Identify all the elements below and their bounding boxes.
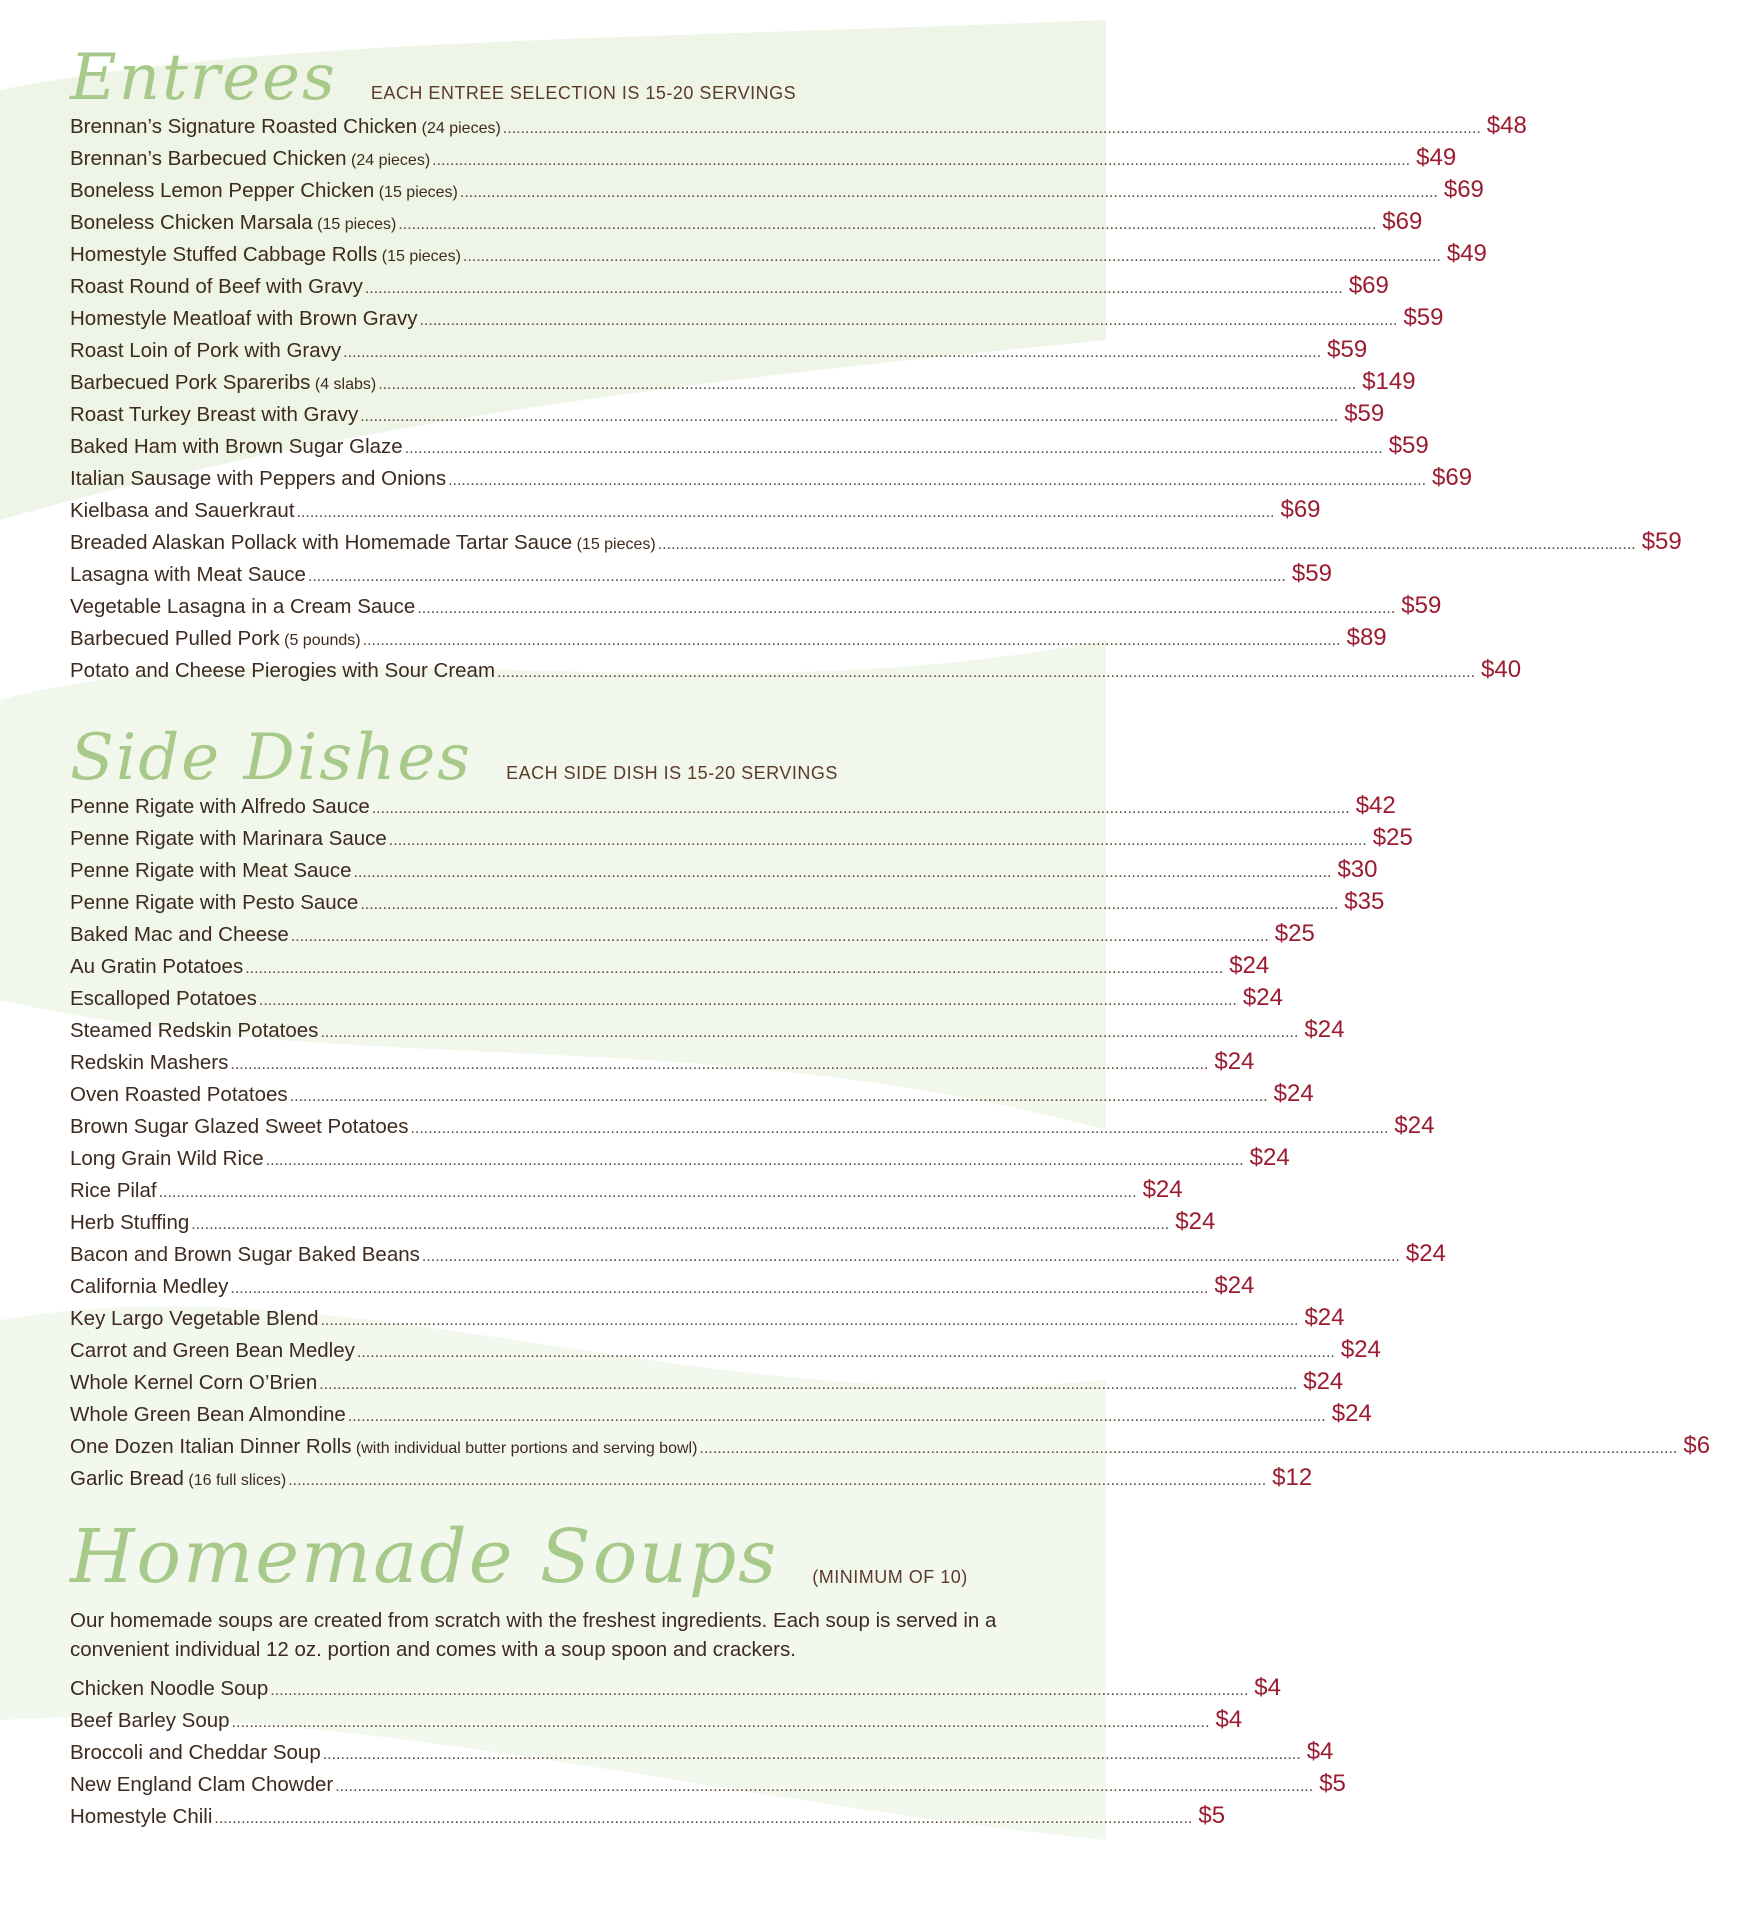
- entrees-list: [70, 112, 1682, 688]
- dot-leader: ............................................................................................................................................................................................................................: [398, 216, 1377, 233]
- item-quantity: (24 pieces): [417, 120, 501, 137]
- item-price: $59: [1344, 400, 1385, 427]
- dot-leader: ............................................................................................................................................................................................................................: [230, 1280, 1209, 1297]
- entrees-note: EACH ENTREE SELECTION IS 15-20 SERVINGS: [370, 83, 797, 103]
- menu-item: [70, 1802, 1226, 1834]
- item-name: Garlic Bread: [70, 1467, 184, 1490]
- menu-item: [70, 1048, 1255, 1080]
- item-price: $12: [1272, 1464, 1313, 1491]
- item-name: One Dozen Italian Dinner Rolls: [70, 1435, 352, 1458]
- item-price: $5: [1198, 1802, 1226, 1829]
- item-price: $35: [1344, 888, 1385, 915]
- item-name: Boneless Chicken Marsala: [70, 211, 313, 234]
- item-name: Penne Rigate with Marinara Sauce: [70, 827, 387, 850]
- item-price: $40: [1481, 656, 1522, 683]
- side-dishes-list: [70, 792, 1711, 1496]
- dot-leader: ............................................................................................................................................................................................................................: [419, 312, 1398, 329]
- menu-item: [70, 1304, 1345, 1336]
- item-name: Roast Turkey Breast with Gravy: [70, 403, 359, 426]
- item-name: California Medley: [70, 1275, 229, 1298]
- dot-leader: ............................................................................................................................................................................................................................: [364, 280, 1343, 297]
- menu-item: [70, 560, 1332, 592]
- item-price: $24: [1175, 1208, 1216, 1235]
- dot-leader: ............................................................................................................................................................................................................................: [448, 472, 1427, 489]
- item-quantity: (15 pieces): [374, 184, 458, 201]
- menu-item: [70, 1464, 1313, 1496]
- item-name: Herb Stuffing: [70, 1211, 190, 1234]
- menu-item: [70, 176, 1484, 208]
- item-quantity: (16 full slices): [183, 1472, 287, 1489]
- item-price: $59: [1403, 304, 1444, 331]
- item-price: $69: [1280, 496, 1321, 523]
- menu-item: [70, 856, 1378, 888]
- menu-item: [70, 984, 1283, 1016]
- side-dishes-note: EACH SIDE DISH IS 15-20 SERVINGS: [506, 763, 838, 783]
- item-quantity: (15 pieces): [377, 248, 461, 265]
- menu-item: [70, 400, 1385, 432]
- item-name: Key Largo Vegetable Blend: [70, 1307, 319, 1330]
- item-name: Rice Pilaf: [70, 1179, 157, 1202]
- item-price: $59: [1641, 528, 1682, 555]
- item-name: Long Grain Wild Rice: [70, 1147, 264, 1170]
- dot-leader: ............................................................................................................................................................................................................................: [320, 1024, 1299, 1041]
- dot-leader: ............................................................................................................................................................................................................................: [231, 1714, 1210, 1731]
- menu-item: [70, 368, 1416, 400]
- item-price: $59: [1291, 560, 1332, 587]
- item-name: Baked Ham with Brown Sugar Glaze: [70, 435, 403, 458]
- dot-leader: ............................................................................................................................................................................................................................: [353, 864, 1332, 881]
- menu-item: [70, 1738, 1334, 1770]
- item-price: $49: [1416, 144, 1457, 171]
- item-name: Lasagna with Meat Sauce: [70, 563, 306, 586]
- item-name: Brennan’s Signature Roasted Chicken: [70, 115, 418, 138]
- menu-item: [70, 1272, 1255, 1304]
- item-price: $149: [1362, 368, 1416, 395]
- item-price: $49: [1446, 240, 1487, 267]
- dot-leader: ............................................................................................................................................................................................................................: [657, 536, 1636, 553]
- menu-item: [70, 1770, 1346, 1802]
- item-price: $24: [1273, 1080, 1314, 1107]
- item-quantity: (4 slabs): [310, 376, 377, 393]
- item-name: Beef Barley Soup: [70, 1709, 230, 1732]
- menu-item: [70, 1336, 1381, 1368]
- item-quantity: (15 pieces): [572, 536, 656, 553]
- dot-leader: ............................................................................................................................................................................................................................: [378, 376, 1357, 393]
- item-price: $69: [1382, 208, 1423, 235]
- menu-item: [70, 272, 1389, 304]
- menu-item: [70, 1176, 1183, 1208]
- dot-leader: ............................................................................................................................................................................................................................: [265, 1152, 1244, 1169]
- item-price: $4: [1215, 1706, 1243, 1733]
- item-price: $24: [1214, 1048, 1255, 1075]
- item-name: Oven Roasted Potatoes: [70, 1083, 288, 1106]
- item-name: Bacon and Brown Sugar Baked Beans: [70, 1243, 420, 1266]
- menu-item: [70, 1208, 1216, 1240]
- dot-leader: ............................................................................................................................................................................................................................: [360, 408, 1339, 425]
- item-name: Homestyle Meatloaf with Brown Gravy: [70, 307, 418, 330]
- menu-item: [70, 1240, 1446, 1272]
- item-price: $24: [1405, 1240, 1446, 1267]
- item-name: Penne Rigate with Pesto Sauce: [70, 891, 359, 914]
- item-price: $59: [1401, 592, 1442, 619]
- item-price: $5: [1319, 1770, 1346, 1797]
- menu-item: [70, 624, 1387, 656]
- dot-leader: ............................................................................................................................................................................................................................: [497, 664, 1476, 681]
- item-price: $48: [1486, 112, 1527, 139]
- dot-leader: ............................................................................................................................................................................................................................: [290, 928, 1269, 945]
- menu-item: [70, 432, 1429, 464]
- item-name: Kielbasa and Sauerkraut: [70, 499, 295, 522]
- dot-leader: ............................................................................................................................................................................................................................: [230, 1056, 1209, 1073]
- item-name: Boneless Lemon Pepper Chicken: [70, 179, 375, 202]
- item-price: $4: [1306, 1738, 1334, 1765]
- dot-leader: ............................................................................................................................................................................................................................: [356, 1344, 1335, 1361]
- item-name: Penne Rigate with Meat Sauce: [70, 859, 352, 882]
- menu-item: [70, 1016, 1345, 1048]
- item-price: $24: [1304, 1304, 1345, 1331]
- dot-leader: ............................................................................................................................................................................................................................: [347, 1408, 1326, 1425]
- item-price: $24: [1214, 1272, 1255, 1299]
- item-price: $25: [1372, 824, 1413, 851]
- entrees-header: [70, 30, 1070, 115]
- item-name: Roast Round of Beef with Gravy: [70, 275, 363, 298]
- item-name: Homestyle Stuffed Cabbage Rolls: [70, 243, 378, 266]
- item-name: Brown Sugar Glazed Sweet Potatoes: [70, 1115, 409, 1138]
- menu-item: [70, 336, 1368, 368]
- item-price: $30: [1337, 856, 1378, 883]
- menu-item: [70, 920, 1315, 952]
- soups-header: [70, 1514, 1070, 1600]
- item-name: Potato and Cheese Pierogies with Sour Cream: [70, 659, 496, 682]
- item-name: New England Clam Chowder: [70, 1773, 334, 1796]
- item-name: Homestyle Chili: [70, 1805, 213, 1828]
- item-name: Barbecued Pork Spareribs: [70, 371, 311, 394]
- item-name: Whole Kernel Corn O’Brien: [70, 1371, 318, 1394]
- item-price: $6: [1683, 1432, 1711, 1459]
- dot-leader: ............................................................................................................................................................................................................................: [296, 504, 1275, 521]
- dot-leader: ............................................................................................................................................................................................................................: [270, 1682, 1249, 1699]
- menu-item: [70, 240, 1487, 272]
- dot-leader: ............................................................................................................................................................................................................................: [699, 1440, 1678, 1457]
- item-price: $24: [1229, 952, 1270, 979]
- item-name: Baked Mac and Cheese: [70, 923, 289, 946]
- item-name: Au Gratin Potatoes: [70, 955, 244, 978]
- dot-leader: ............................................................................................................................................................................................................................: [371, 800, 1350, 817]
- dot-leader: ............................................................................................................................................................................................................................: [258, 992, 1237, 1009]
- dot-leader: ............................................................................................................................................................................................................................: [191, 1216, 1170, 1233]
- menu-item: [70, 592, 1442, 624]
- item-name: Italian Sausage with Peppers and Onions: [70, 467, 447, 490]
- item-price: $69: [1432, 464, 1473, 491]
- dot-leader: ............................................................................................................................................................................................................................: [388, 832, 1367, 849]
- entrees-section: [70, 30, 1682, 688]
- item-price: $24: [1331, 1400, 1372, 1427]
- menu-item: [70, 792, 1396, 824]
- item-price: $24: [1242, 984, 1283, 1011]
- item-name: Breaded Alaskan Pollack with Homemade Tartar Sauce: [70, 531, 573, 554]
- menu-item: [70, 496, 1321, 528]
- dot-leader: ............................................................................................................................................................................................................................: [245, 960, 1224, 977]
- dot-leader: ............................................................................................................................................................................................................................: [421, 1248, 1400, 1265]
- dot-leader: ............................................................................................................................................................................................................................: [459, 184, 1438, 201]
- item-name: Carrot and Green Bean Medley: [70, 1339, 355, 1362]
- soups-description: Our homemade soups are created from scratch with the freshest ingredients. Each soup is served in a convenient individual 12 oz. portion and comes with a soup spoon and crackers.: [70, 1609, 997, 1661]
- dot-leader: ............................................................................................................................................................................................................................: [322, 1746, 1301, 1763]
- menu-item: [70, 888, 1385, 920]
- item-name: Brennan’s Barbecued Chicken: [70, 147, 347, 170]
- item-name: Roast Loin of Pork with Gravy: [70, 339, 342, 362]
- item-price: $25: [1274, 920, 1315, 947]
- entrees-title: Entrees: [70, 41, 337, 115]
- dot-leader: ............................................................................................................................................................................................................................: [289, 1088, 1268, 1105]
- item-price: $59: [1388, 432, 1429, 459]
- dot-leader: ............................................................................................................................................................................................................................: [410, 1120, 1389, 1137]
- dot-leader: ............................................................................................................................................................................................................................: [462, 248, 1441, 265]
- menu-item: [70, 1368, 1344, 1400]
- menu-page: [70, 30, 1711, 1834]
- item-price: $59: [1327, 336, 1368, 363]
- menu-item: [70, 144, 1457, 176]
- menu-item: [70, 952, 1270, 984]
- side-dishes-header: [70, 710, 1070, 795]
- item-price: $24: [1249, 1144, 1290, 1171]
- menu-item: [70, 528, 1682, 560]
- item-name: Vegetable Lasagna in a Cream Sauce: [70, 595, 416, 618]
- item-quantity: (5 pounds): [279, 632, 361, 649]
- dot-leader: ............................................................................................................................................................................................................................: [320, 1312, 1299, 1329]
- item-name: Escalloped Potatoes: [70, 987, 257, 1010]
- menu-item: [70, 1432, 1711, 1464]
- dot-leader: ............................................................................................................................................................................................................................: [404, 440, 1383, 457]
- dot-leader: ............................................................................................................................................................................................................................: [502, 120, 1481, 137]
- dot-leader: ............................................................................................................................................................................................................................: [360, 896, 1339, 913]
- item-name: Steamed Redskin Potatoes: [70, 1019, 319, 1042]
- item-price: $42: [1355, 792, 1396, 819]
- menu-item: [70, 464, 1473, 496]
- item-price: $24: [1394, 1112, 1435, 1139]
- item-price: $4: [1254, 1674, 1281, 1701]
- menu-item: [70, 1400, 1372, 1432]
- item-price: $69: [1348, 272, 1389, 299]
- item-price: $24: [1142, 1176, 1183, 1203]
- item-name: Chicken Noodle Soup: [70, 1677, 269, 1700]
- menu-item: [70, 304, 1444, 336]
- menu-item: [70, 112, 1527, 144]
- side-dishes-section: [70, 710, 1711, 1496]
- item-name: Barbecued Pulled Pork: [70, 627, 280, 650]
- item-price: $24: [1304, 1016, 1345, 1043]
- menu-item: [70, 824, 1413, 856]
- menu-item: [70, 656, 1522, 688]
- soups-list: [70, 1674, 1346, 1834]
- dot-leader: ............................................................................................................................................................................................................................: [214, 1810, 1193, 1827]
- dot-leader: ............................................................................................................................................................................................................................: [288, 1472, 1267, 1489]
- dot-leader: ............................................................................................................................................................................................................................: [343, 344, 1322, 361]
- item-price: $24: [1340, 1336, 1381, 1363]
- soups-section: [70, 1514, 1346, 1834]
- item-quantity: (with individual butter portions and serving bowl): [351, 1440, 698, 1457]
- soups-note: (MINIMUM OF 10): [812, 1567, 968, 1587]
- dot-leader: ............................................................................................................................................................................................................................: [307, 568, 1286, 585]
- menu-item: [70, 1080, 1314, 1112]
- item-price: $69: [1443, 176, 1484, 203]
- item-name: Redskin Mashers: [70, 1051, 229, 1074]
- dot-leader: ............................................................................................................................................................................................................................: [158, 1184, 1137, 1201]
- side-dishes-title: Side Dishes: [70, 721, 473, 795]
- item-quantity: (15 pieces): [312, 216, 397, 233]
- dot-leader: ............................................................................................................................................................................................................................: [335, 1778, 1314, 1795]
- item-name: Whole Green Bean Almondine: [70, 1403, 346, 1426]
- dot-leader: ............................................................................................................................................................................................................................: [362, 632, 1341, 649]
- dot-leader: ............................................................................................................................................................................................................................: [417, 600, 1396, 617]
- item-price: $89: [1346, 624, 1387, 651]
- item-name: Penne Rigate with Alfredo Sauce: [70, 795, 370, 818]
- menu-item: [70, 1674, 1281, 1706]
- dot-leader: ............................................................................................................................................................................................................................: [432, 152, 1411, 169]
- menu-item: [70, 1144, 1290, 1176]
- menu-item: [70, 1112, 1435, 1144]
- item-price: $24: [1303, 1368, 1344, 1395]
- item-name: Broccoli and Cheddar Soup: [70, 1741, 321, 1764]
- soups-title: Homemade Soups: [70, 1514, 779, 1600]
- menu-item: [70, 1706, 1243, 1738]
- item-quantity: (24 pieces): [346, 152, 431, 169]
- dot-leader: ............................................................................................................................................................................................................................: [319, 1376, 1298, 1393]
- menu-item: [70, 208, 1423, 240]
